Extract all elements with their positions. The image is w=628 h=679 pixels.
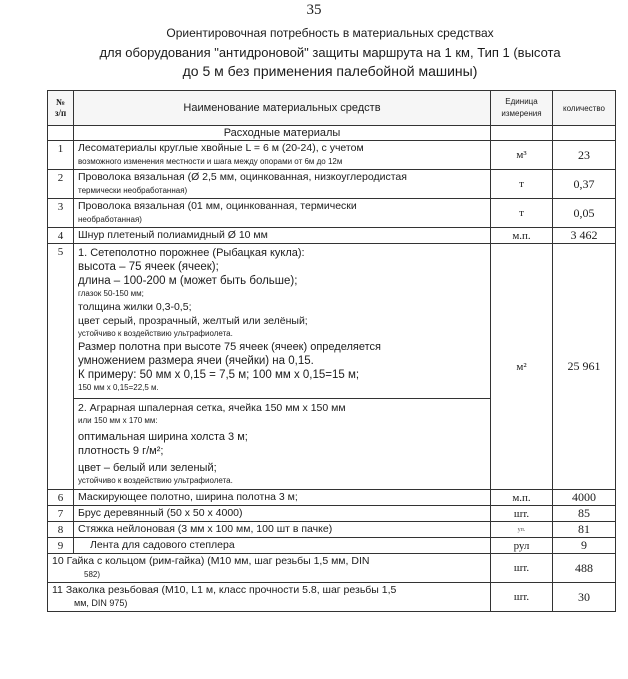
row-name-main: Гайка с кольцом (рим-гайка) (М10 мм, шаг резьбы 1,5 мм, DIN: [66, 555, 370, 567]
row-name: Лента для садового степлера: [74, 538, 491, 554]
section-number-cell: [48, 126, 74, 141]
net-option-1-line: 150 мм х 0,15=22,5 м.: [78, 383, 159, 392]
row-unit: м²: [491, 244, 553, 490]
net-option-2-line: цвет – белый или зеленый;: [78, 462, 217, 474]
section-qty-cell: [553, 126, 616, 141]
header-number-line2: з/п: [54, 108, 67, 118]
table-row: [48, 141, 616, 170]
net-option-2-line: плотность 9 г/м²;: [78, 445, 164, 457]
row-unit: т: [491, 199, 553, 228]
row-name: [74, 141, 491, 170]
net-option-2-line: оптимальная ширина холста 3 м;: [78, 431, 248, 443]
net-option-1-title: 1. Сетеполотно порожнее (Рыбацкая кукла):: [78, 247, 305, 259]
row-number: 4: [48, 228, 74, 244]
net-option-1-line: толщина жилки 0,3-0,5;: [78, 301, 192, 313]
table-header-row: [48, 91, 616, 126]
table-row: [48, 538, 616, 554]
table-row: [48, 583, 616, 612]
row-name: [74, 244, 491, 490]
table-row: [48, 170, 616, 199]
row-unit: рул: [491, 538, 553, 554]
table-row: [48, 522, 616, 538]
row-name: Стяжка нейлоновая (3 мм х 100 мм, 100 шт в пачке): [74, 522, 491, 538]
row-quantity: 9: [553, 538, 616, 554]
net-option-1: [74, 244, 490, 489]
row-name: Шнур плетеный полиамидный Ø 10 мм: [74, 228, 491, 244]
net-option-1-line: глазок 50-150 мм;: [78, 289, 144, 298]
row-name-main: Проволока вязальная (01 мм, оцинкованная, термически: [78, 200, 357, 212]
row-number: 10: [52, 555, 64, 567]
row-quantity: 488: [553, 554, 616, 583]
row-number: 2: [48, 170, 74, 199]
section-unit-cell: [491, 126, 553, 141]
row-name-sub: необработанная): [78, 215, 142, 224]
row-number: 8: [48, 522, 74, 538]
row-number: 1: [48, 141, 74, 170]
row-unit: м.п.: [491, 490, 553, 506]
row-quantity: 4000: [553, 490, 616, 506]
row-name: [48, 583, 491, 612]
net-option-2-line: или 150 мм х 170 мм:: [78, 416, 158, 425]
row-unit: уп.: [491, 522, 553, 538]
row-name: Брус деревянный (50 х 50 х 4000): [74, 506, 491, 522]
table-row: [48, 490, 616, 506]
row-unit: т: [491, 170, 553, 199]
table-row: [48, 228, 616, 244]
header-unit: [491, 91, 553, 126]
row-number: 5: [48, 244, 74, 490]
row-name: Маскирующее полотно, ширина полотна 3 м;: [74, 490, 491, 506]
row-number: 3: [48, 199, 74, 228]
row-unit: шт.: [491, 506, 553, 522]
row-quantity: 23: [553, 141, 616, 170]
row-name-main: Проволока вязальная (Ø 2,5 мм, оцинкованная, низкоуглеродистая: [78, 171, 407, 183]
row-number: 7: [48, 506, 74, 522]
net-option-2-title: 2. Аграрная шпалерная сетка, ячейка 150 мм х 150 мм: [78, 402, 346, 414]
net-option-1-line: умножением размера ячеи (ячейки) на 0,15.: [78, 355, 314, 367]
title-line-2: для оборудования "антидроновой" защиты маршрута на 1 км, Тип 1 (высота: [99, 45, 561, 60]
header-quantity: количество: [553, 91, 616, 126]
table-row: [48, 506, 616, 522]
row-number: 11: [52, 584, 63, 596]
title-line-1: Ориентировочная потребность в материальных средствах: [166, 26, 494, 40]
row-unit: шт.: [491, 583, 553, 612]
row-unit: м³: [491, 141, 553, 170]
net-option-1-line: высота – 75 ячеек (ячеек);: [78, 261, 219, 273]
row-name: [74, 199, 491, 228]
net-option-1-line: К примеру: 50 мм х 0,15 = 7,5 м; 100 мм х 0,15=15 м;: [78, 369, 360, 381]
row-quantity: 81: [553, 522, 616, 538]
row-name-sub: 582): [84, 570, 101, 579]
row-unit: м.п.: [491, 228, 553, 244]
net-option-1-line: цвет серый, прозрачный, желтый или зелёный;: [78, 315, 308, 327]
row-quantity: 85: [553, 506, 616, 522]
row-name-main: Лесоматериалы круглые хвойные L = 6 м (20-24), с учетом: [78, 142, 364, 154]
row-name-main: Заколка резьбовая (М10, L1 м, класс прочности 5.8, шаг резьбы 1,5: [65, 584, 397, 596]
header-name: Наименование материальных средств: [74, 91, 491, 126]
header-number: [48, 91, 74, 126]
row-name: [74, 170, 491, 199]
row-quantity: 0,05: [553, 199, 616, 228]
net-option-1-line: длина – 100-200 м (может быть больше);: [78, 275, 298, 287]
net-option-2-line: устойчиво к воздействию ультрафиолета.: [78, 476, 233, 485]
section-title: Расходные материалы: [74, 126, 491, 141]
row-name-sub: термически необработанная): [78, 186, 188, 195]
net-options-divider: [74, 398, 490, 399]
table-row: [48, 199, 616, 228]
row-name: [48, 554, 491, 583]
header-unit-line2: измерения: [501, 109, 542, 118]
row-name-sub: мм, DIN 975): [74, 598, 128, 608]
table-row: [48, 554, 616, 583]
row-number: 6: [48, 490, 74, 506]
table-row: [48, 244, 616, 490]
page-number: 35: [306, 2, 322, 18]
title-line-3: до 5 м без применения палебойной машины): [182, 63, 478, 79]
row-unit: шт.: [491, 554, 553, 583]
section-row: [48, 126, 616, 141]
net-option-1-line: Размер полотна при высоте 75 ячеек (ячеек) определяется: [78, 341, 381, 353]
row-quantity: 0,37: [553, 170, 616, 199]
header-unit-line1: Единица: [505, 97, 538, 106]
row-number: 9: [48, 538, 74, 554]
materials-table: [47, 90, 616, 612]
row-quantity: 25 961: [553, 244, 616, 490]
row-quantity: 3 462: [553, 228, 616, 244]
row-name-sub: возможного изменения местности и шага между опорами от 6м до 12м: [78, 157, 343, 166]
net-option-1-line: устойчиво к воздействию ультрафиолета.: [78, 329, 233, 338]
row-quantity: 30: [553, 583, 616, 612]
document-title: [60, 24, 600, 81]
header-number-line1: №: [55, 97, 66, 107]
